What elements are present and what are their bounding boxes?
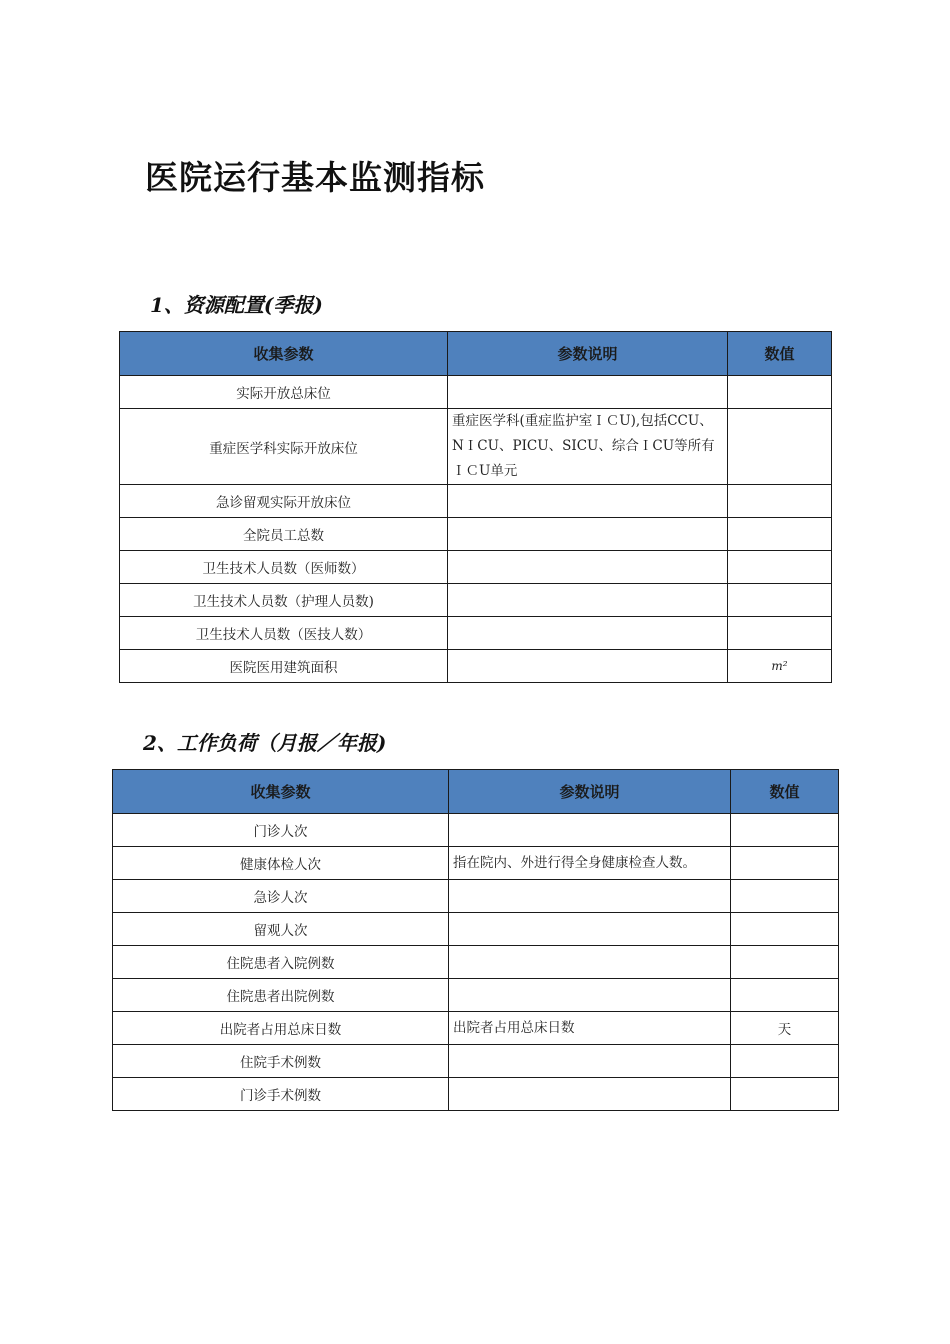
desc-cell xyxy=(448,584,728,617)
param-cell: 急诊留观实际开放床位 xyxy=(120,485,448,518)
value-cell[interactable] xyxy=(728,409,832,485)
column-header-param: 收集参数 xyxy=(113,770,449,814)
desc-cell: 重症医学科(重症监护室ＩＣU),包括CCU、NＩCU、PICU、SICU、综合ＩCU等所有ＩＣU单元 xyxy=(448,409,728,485)
desc-cell: 指在院内、外进行得全身健康检查人数。 xyxy=(449,847,731,880)
param-cell: 卫生技术人员数（医技人数） xyxy=(120,617,448,650)
table-row xyxy=(120,409,832,485)
table-row xyxy=(113,814,839,847)
column-header-desc: 参数说明 xyxy=(449,770,731,814)
table-row xyxy=(120,518,832,551)
table-row xyxy=(113,1078,839,1111)
table-row xyxy=(120,376,832,409)
param-cell: 门诊手术例数 xyxy=(113,1078,449,1111)
param-cell: 重症医学科实际开放床位 xyxy=(120,409,448,485)
desc-cell xyxy=(448,617,728,650)
param-cell: 留观人次 xyxy=(113,913,449,946)
table-row xyxy=(120,485,832,518)
table-row xyxy=(120,584,832,617)
column-header-desc: 参数说明 xyxy=(448,332,728,376)
param-cell: 出院者占用总床日数 xyxy=(113,1012,449,1045)
table-row xyxy=(120,551,832,584)
desc-cell: 出院者占用总床日数 xyxy=(449,1012,731,1045)
value-cell[interactable] xyxy=(728,376,832,409)
value-cell[interactable] xyxy=(731,847,839,880)
table-row xyxy=(120,650,832,683)
param-cell: 急诊人次 xyxy=(113,880,449,913)
value-cell[interactable] xyxy=(728,584,832,617)
table-row xyxy=(113,1012,839,1045)
value-cell[interactable] xyxy=(731,814,839,847)
desc-cell xyxy=(448,376,728,409)
param-cell: 实际开放总床位 xyxy=(120,376,448,409)
table-row xyxy=(113,946,839,979)
value-cell[interactable] xyxy=(731,1078,839,1111)
workload-table xyxy=(112,769,839,1111)
value-cell[interactable] xyxy=(728,551,832,584)
desc-cell xyxy=(448,518,728,551)
value-cell[interactable] xyxy=(728,518,832,551)
table-row xyxy=(113,1045,839,1078)
param-cell: 卫生技术人员数（医师数） xyxy=(120,551,448,584)
param-cell: 医院医用建筑面积 xyxy=(120,650,448,683)
table-row xyxy=(113,880,839,913)
value-cell-area-unit[interactable]: m² xyxy=(728,650,832,683)
desc-cell xyxy=(449,946,731,979)
section-title-workload: 2、工作负荷（月报／年报) xyxy=(143,731,387,755)
desc-cell xyxy=(449,1078,731,1111)
param-cell: 住院患者出院例数 xyxy=(113,979,449,1012)
section-title-resources: 1、资源配置(季报) xyxy=(150,293,323,317)
table-row xyxy=(113,847,839,880)
value-cell[interactable] xyxy=(731,946,839,979)
desc-cell xyxy=(449,913,731,946)
page-title: 医院运行基本监测指标 xyxy=(145,158,485,197)
table-header-row xyxy=(120,332,832,376)
value-cell[interactable] xyxy=(731,979,839,1012)
value-cell[interactable] xyxy=(728,617,832,650)
desc-cell xyxy=(449,814,731,847)
value-cell[interactable] xyxy=(731,913,839,946)
param-cell: 全院员工总数 xyxy=(120,518,448,551)
param-cell: 健康体检人次 xyxy=(113,847,449,880)
value-cell[interactable] xyxy=(731,1045,839,1078)
value-cell-day-unit[interactable]: 天 xyxy=(731,1012,839,1045)
table-row xyxy=(113,979,839,1012)
desc-cell xyxy=(448,485,728,518)
column-header-value: 数值 xyxy=(731,770,839,814)
desc-cell xyxy=(448,551,728,584)
param-cell: 卫生技术人员数（护理人员数) xyxy=(120,584,448,617)
desc-cell xyxy=(449,979,731,1012)
value-cell[interactable] xyxy=(731,880,839,913)
desc-cell xyxy=(448,650,728,683)
resources-table xyxy=(119,331,832,683)
table-row xyxy=(120,617,832,650)
column-header-value: 数值 xyxy=(728,332,832,376)
desc-cell xyxy=(449,880,731,913)
table-header-row xyxy=(113,770,839,814)
param-cell: 住院手术例数 xyxy=(113,1045,449,1078)
column-header-param: 收集参数 xyxy=(120,332,448,376)
param-cell: 住院患者入院例数 xyxy=(113,946,449,979)
value-cell[interactable] xyxy=(728,485,832,518)
table-row xyxy=(113,913,839,946)
desc-cell xyxy=(449,1045,731,1078)
param-cell: 门诊人次 xyxy=(113,814,449,847)
